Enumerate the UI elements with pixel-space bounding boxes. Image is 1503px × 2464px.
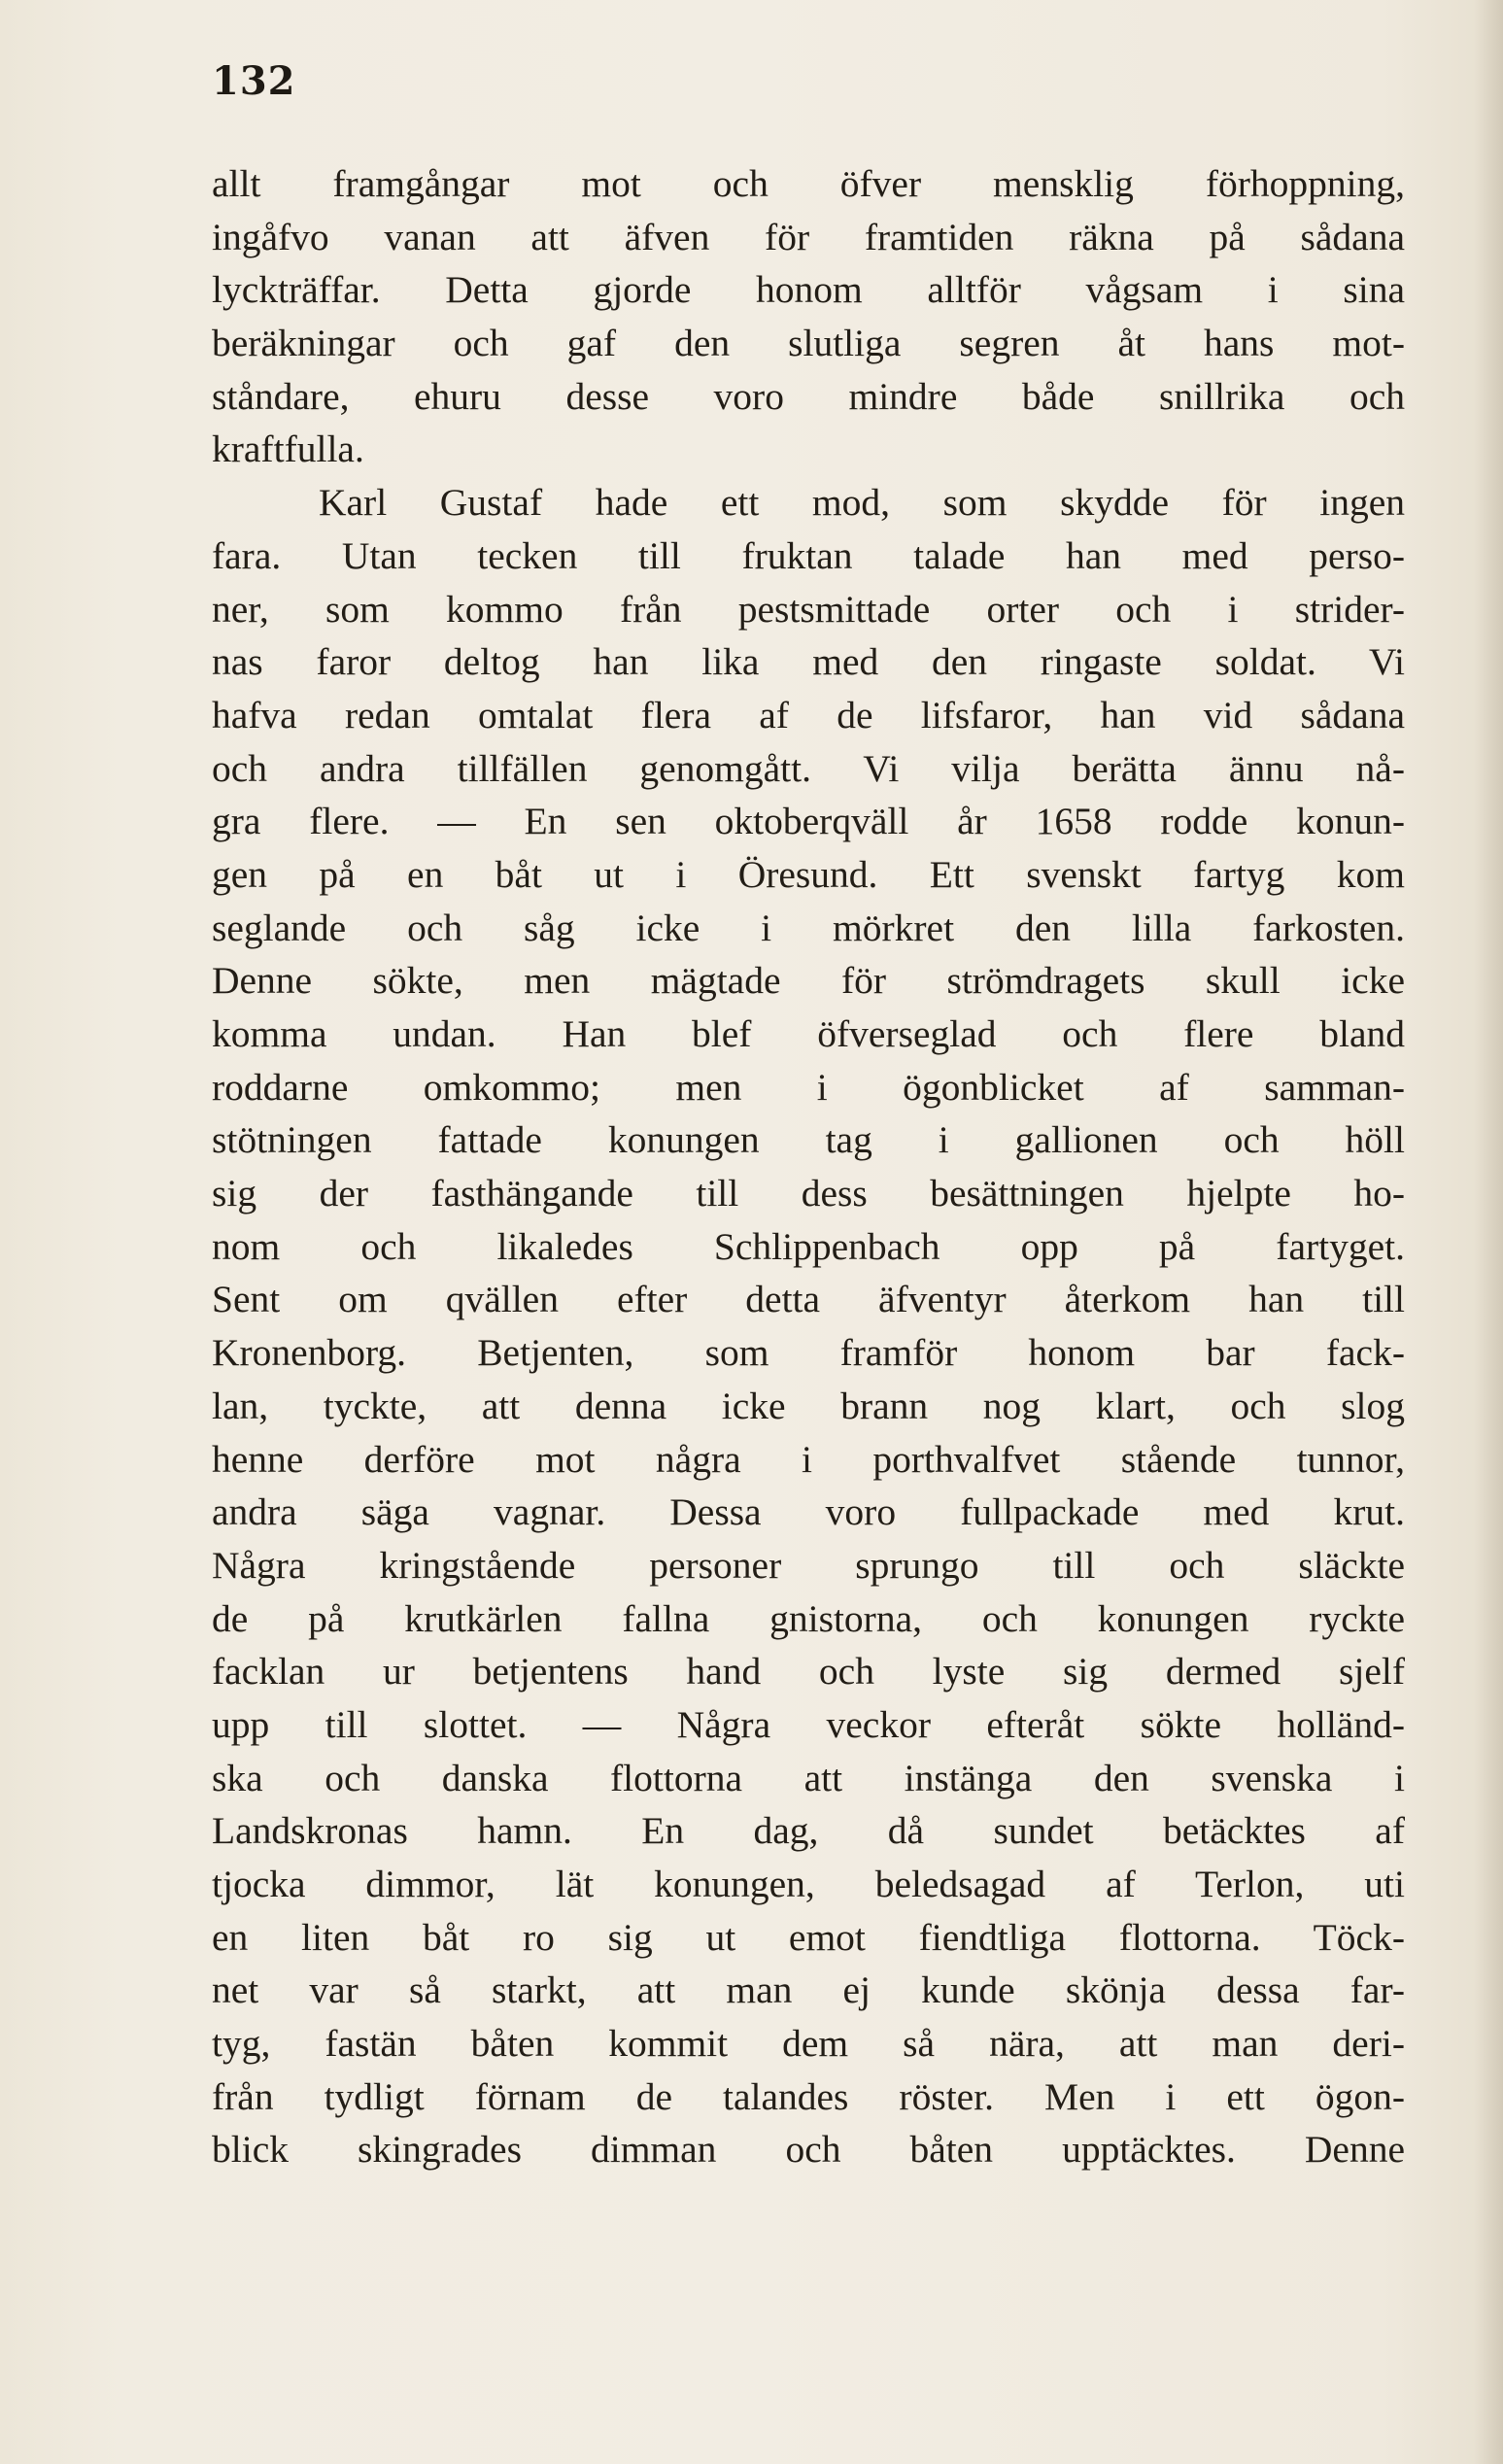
text-line: roddarne omkommo; men i ögonblicket af samman-	[212, 1065, 1405, 1109]
text-line: ner, som kommo från pestsmittade orter och i strider-	[212, 587, 1405, 631]
text-line: andra säga vagnar. Dessa voro fullpackade med krut.	[212, 1490, 1405, 1534]
page-number: 132	[212, 58, 296, 104]
text-line: Denne sökte, men mägtade för strömdragets skull icke	[212, 959, 1405, 1003]
text-line: Några kringstående personer sprungo till och släckte	[212, 1543, 1405, 1587]
text-line: henne derföre mot några i porthvalfvet stående tunnor,	[212, 1437, 1405, 1481]
text-line: ståndare, ehuru desse voro mindre både snillrika och	[212, 374, 1405, 418]
text-line: stötningen fattade konungen tag i gallionen och höll	[212, 1118, 1405, 1162]
text-line: facklan ur betjentens hand och lyste sig dermed sjelf	[212, 1650, 1405, 1694]
text-line: och andra tillfällen genomgått. Vi vilja berätta ännu nå-	[212, 746, 1405, 790]
text-line: seglande och såg icke i mörkret den lilla farkosten.	[212, 906, 1405, 949]
text-line: nas faror deltog han lika med den ringaste soldat. Vi	[212, 640, 1405, 684]
text-line: lan, tyckte, att denna icke brann nog klart, och slog	[212, 1384, 1405, 1427]
text-line: nom och likaledes Schlippenbach opp på fartyget.	[212, 1224, 1405, 1268]
text-line: från tydligt förnam de talandes röster. Men i ett ögon-	[212, 2074, 1405, 2118]
text-line: Karl Gustaf hade ett mod, som skydde för ingen	[319, 481, 1405, 525]
text-line: upp till slottet. — Några veckor efteråt sökte holländ-	[212, 1702, 1405, 1746]
text-line: blick skingrades dimman och båten upptäcktes. Denne	[212, 2128, 1405, 2172]
text-line: beräkningar och gaf den slutliga segren åt hans mot-	[212, 322, 1405, 365]
text-line: allt framgångar mot och öfver mensklig förhoppning,	[212, 162, 1405, 205]
text-line: Kronenborg. Betjenten, som framför honom bar fack-	[212, 1331, 1405, 1375]
text-line: hafva redan omtalat flera af de lifsfaror, han vid sådana	[212, 693, 1405, 736]
text-line: tyg, fastän båten kommit dem så nära, att man deri-	[212, 2022, 1405, 2066]
text-line: Landskronas hamn. En dag, då sundet betäcktes af	[212, 1809, 1405, 1853]
text-line: de på krutkärlen fallna gnistorna, och konungen ryckte	[212, 1596, 1405, 1640]
text-line: komma undan. Han blef öfverseglad och flere bland	[212, 1012, 1405, 1055]
text-line: lyckträffar. Detta gjorde honom alltför vågsam i sina	[212, 268, 1405, 312]
text-line: ska och danska flottorna att instänga den svenska i	[212, 1756, 1405, 1799]
text-line: Sent om qvällen efter detta äfventyr återkom han till	[212, 1278, 1405, 1321]
text-line: gra flere. — En sen oktoberqväll år 1658 rodde konun-	[212, 800, 1405, 843]
text-line: net var så starkt, att man ej kunde skönja dessa far-	[212, 1968, 1405, 2012]
page-edge-shadow	[1474, 0, 1503, 2464]
text-line: sig der fasthängande till dess besättningen hjelpte ho-	[212, 1172, 1405, 1215]
text-line: en liten båt ro sig ut emot fiendtliga flottorna. Töck-	[212, 1915, 1405, 1959]
text-line: ingåfvo vanan att äfven för framtiden räkna på sådana	[212, 215, 1405, 258]
text-line: tjocka dimmor, lät konungen, beledsagad af Terlon, uti	[212, 1863, 1405, 1905]
text-line: gen på en båt ut i Öresund. Ett svenskt fartyg kom	[212, 852, 1405, 896]
text-line: kraftfulla.	[212, 428, 364, 471]
text-line: fara. Utan tecken till fruktan talade han med perso-	[212, 533, 1405, 577]
body-text	[212, 157, 1405, 2176]
